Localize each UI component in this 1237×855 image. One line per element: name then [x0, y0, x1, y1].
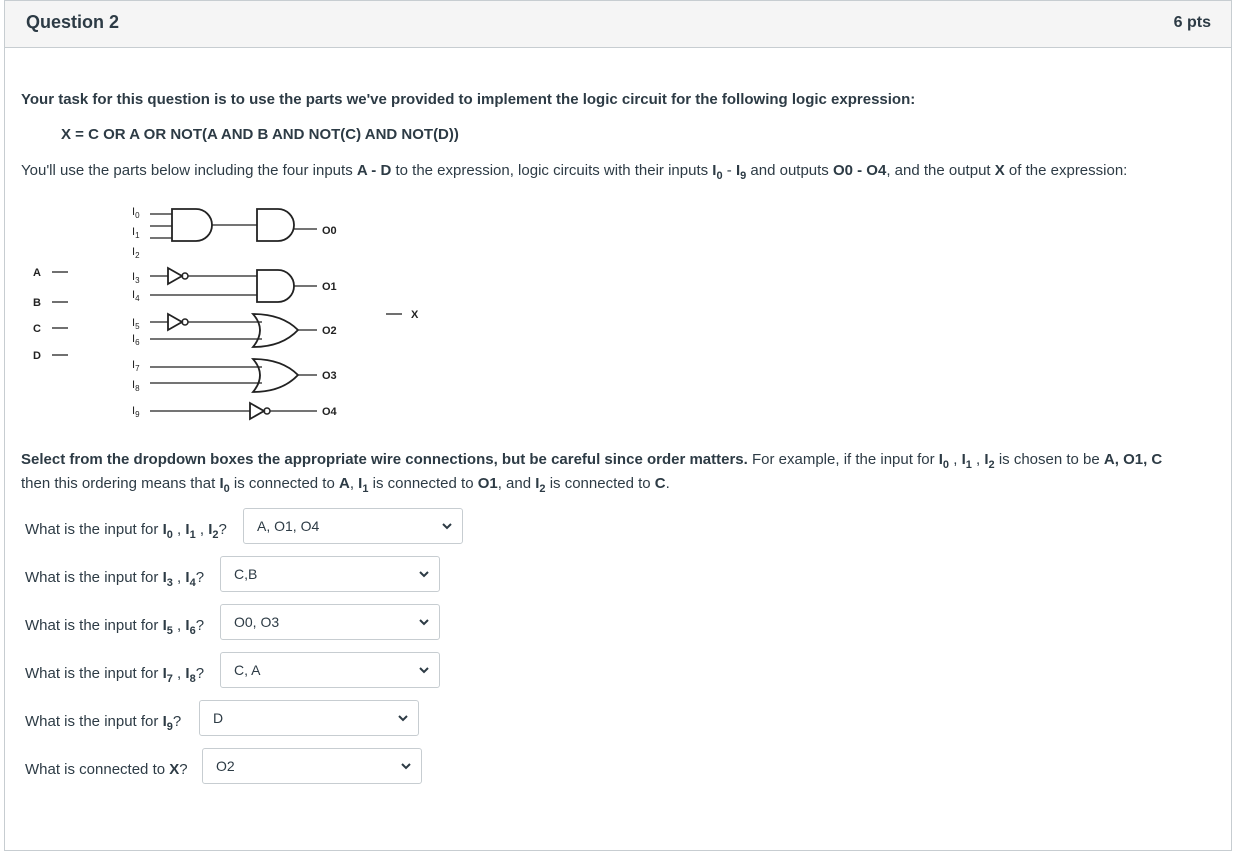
dropdown-i9[interactable]: [199, 700, 419, 736]
dropdown-i5-i6[interactable]: [220, 604, 440, 640]
dropdown-selected-value: D: [213, 710, 224, 726]
gate-input-label: $I_5$: [132, 317, 140, 331]
question-points: 6 pts: [1173, 14, 1211, 31]
output-label-o3: O3: [322, 370, 337, 382]
select-instructions-line1: Select from the dropdown boxes the appropriate wire connections, but be careful since order matters. For example, if the input for $I_0$ , $I_1$ , $I_2$ is chosen to be A, O1, C: [21, 451, 1163, 471]
question-label-i7-i8: What is the input for $I_7$ , $I_8$?: [25, 665, 205, 685]
dropdown-selected-value: A, O1, O4: [257, 518, 320, 534]
chevron-down-icon: [400, 760, 412, 772]
input-label-d: D: [33, 350, 41, 362]
output-label-o0: O0: [322, 225, 337, 237]
gate-input-label: $I_9$: [132, 405, 140, 419]
question-label-i0-i2: What is the input for $I_0$ , $I_1$ , $I_2$?: [25, 521, 227, 541]
select-instructions-line2: then this ordering means that $I_0$ is connected to A, $I_1$ is connected to O1, and $I_2$ is connected to C.: [21, 475, 670, 495]
output-label-o2: O2: [322, 325, 337, 337]
parts-description: You'll use the parts below including the four inputs A - D to the expression, logic circuits with their inputs $I_0 - I_9$ and outputs O0 - O4, and the output X of the expression:: [21, 162, 1128, 182]
input-label-b: B: [33, 297, 41, 309]
gate-input-label: $I_7$: [132, 359, 140, 373]
question-header: [5, 1, 1231, 48]
gate-input-label: $I_2$: [132, 246, 140, 260]
logic-circuit-diagram: [20, 195, 460, 445]
gate-input-label: $I_3$: [132, 271, 140, 285]
dropdown-i0-i2[interactable]: [243, 508, 463, 544]
chevron-down-icon: [397, 712, 409, 724]
chevron-down-icon: [418, 616, 430, 628]
dropdown-selected-value: O0, O3: [234, 614, 280, 630]
chevron-down-icon: [418, 664, 430, 676]
gate-input-label: $I_4$: [132, 289, 140, 303]
dropdown-selected-value: C, A: [234, 662, 261, 678]
dropdown-x[interactable]: [202, 748, 422, 784]
dropdown-selected-value: C,B: [234, 566, 258, 582]
task-text: Your task for this question is to use the parts we've provided to implement the logic circuit for the following logic expression:: [21, 91, 916, 108]
question-label-x: What is connected to X?: [25, 761, 188, 778]
dropdown-selected-value: O2: [216, 758, 235, 774]
logic-expression: X = C OR A OR NOT(A AND B AND NOT(C) AND NOT(D)): [61, 126, 459, 143]
question-label-i9: What is the input for $I_9$?: [25, 713, 182, 733]
output-label-o4: O4: [322, 406, 337, 418]
gate-input-label: $I_0$: [132, 206, 140, 220]
gate-input-label: $I_8$: [132, 379, 140, 393]
gate-input-label: $I_6$: [132, 333, 140, 347]
dropdown-i3-i4[interactable]: [220, 556, 440, 592]
question-title: Question 2: [26, 12, 120, 32]
question-label-i5-i6: What is the input for $I_5$ , $I_6$?: [25, 617, 205, 637]
input-label-a: A: [33, 267, 41, 279]
output-label-o1: O1: [322, 281, 337, 293]
dropdown-i7-i8[interactable]: [220, 652, 440, 688]
output-label-x: X: [411, 309, 419, 321]
gate-input-label: $I_1$: [132, 226, 140, 240]
chevron-down-icon: [441, 520, 453, 532]
input-label-c: C: [33, 323, 41, 335]
question-label-i3-i4: What is the input for $I_3$ , $I_4$?: [25, 569, 205, 589]
chevron-down-icon: [418, 568, 430, 580]
